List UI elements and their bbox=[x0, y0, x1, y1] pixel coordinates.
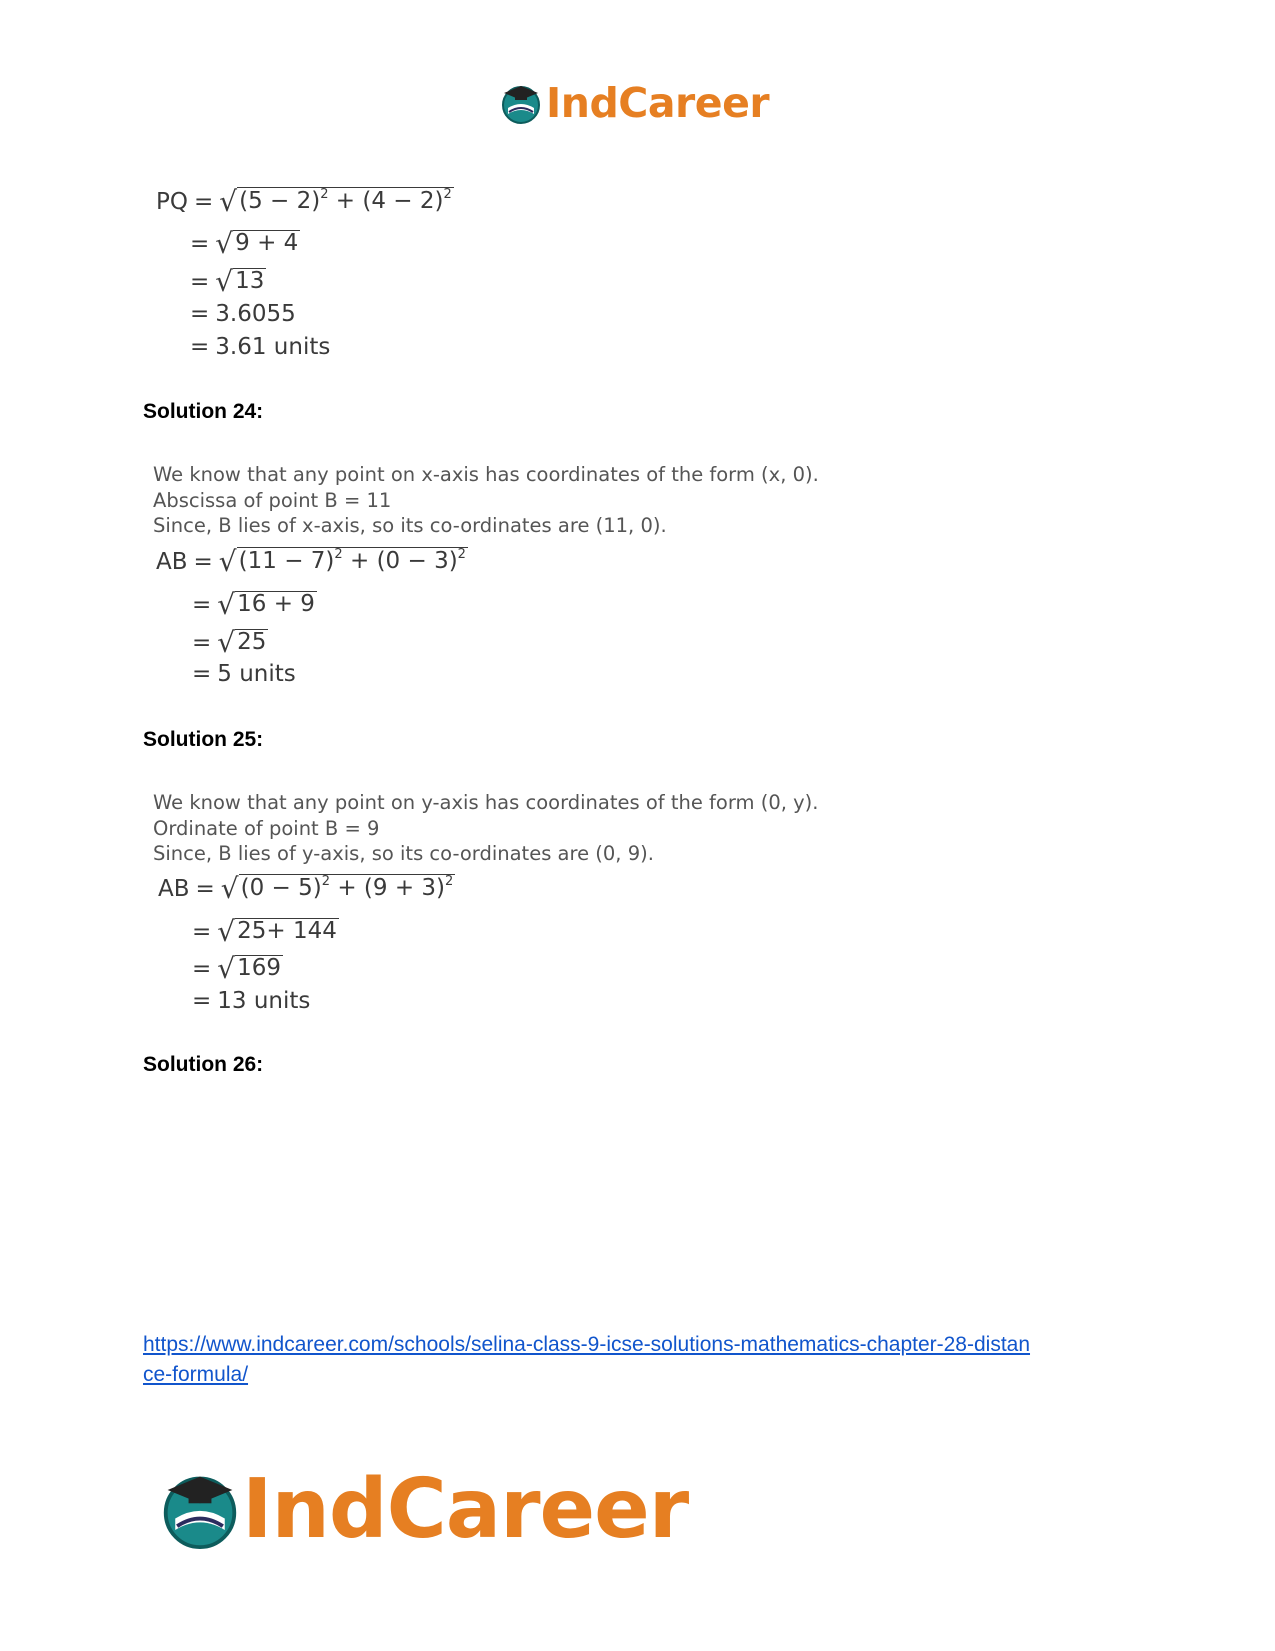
globe-graduation-cap-icon bbox=[160, 1469, 240, 1549]
math-line: PQ = √ $(5 - 2)^2 + (4 - 2)^2$ bbox=[156, 185, 452, 218]
math-line: = √ 9 + 4 bbox=[190, 227, 299, 260]
square-root: √ 25 bbox=[217, 626, 267, 659]
math-line: = 5 units bbox=[192, 661, 296, 687]
math-line: AB = √ $(11 - 7)^2 + (0 - 3)^2$ bbox=[156, 545, 466, 578]
square-root: √ 13 bbox=[215, 265, 265, 298]
globe-graduation-cap-icon bbox=[500, 82, 542, 124]
math-line: AB = √ $(0 - 5)^2 + (9 + 3)^2$ bbox=[158, 872, 454, 905]
solution-25-heading: Solution 25: bbox=[143, 728, 264, 751]
header-logo bbox=[500, 78, 769, 128]
math-line: = √ 25 bbox=[192, 626, 267, 659]
prose-line: We know that any point on y-axis has coordinates of the form (0, y). bbox=[153, 791, 819, 814]
math-line: = √ 25+ 144 bbox=[192, 915, 337, 948]
math-line: = √ 13 bbox=[190, 265, 265, 298]
square-root: √ 169 bbox=[217, 952, 282, 985]
square-root: √ 16 + 9 bbox=[217, 588, 315, 621]
square-root: √ 9 + 4 bbox=[215, 227, 299, 260]
square-root: √ $(5 - 2)^2 + (4 - 2)^2$ bbox=[219, 185, 452, 218]
solution-26-heading: Solution 26: bbox=[143, 1053, 264, 1076]
solution-24-heading: Solution 24: bbox=[143, 400, 264, 423]
prose-line: Abscissa of point B = 11 bbox=[153, 489, 392, 512]
square-root: √ 25+ 144 bbox=[217, 915, 337, 948]
prose-line: Since, B lies of y-axis, so its co-ordinates are (0, 9). bbox=[153, 842, 654, 865]
math-line: = 3.61 units bbox=[190, 334, 331, 360]
brand-wordmark: IndCareer bbox=[546, 79, 770, 127]
math-line: = 3.6055 bbox=[190, 301, 296, 327]
math-line: = √ 16 + 9 bbox=[192, 588, 315, 621]
prose-line: We know that any point on x-axis has coordinates of the form (x, 0). bbox=[153, 463, 819, 486]
prose-line: Since, B lies of x-axis, so its co-ordinates are (11, 0). bbox=[153, 514, 667, 537]
square-root: √ $(0 - 5)^2 + (9 + 3)^2$ bbox=[220, 872, 454, 905]
brand-wordmark: IndCareer bbox=[242, 1461, 689, 1557]
source-link-line-2[interactable]: ce-formula/ bbox=[143, 1363, 249, 1386]
math-line: = 13 units bbox=[192, 988, 311, 1014]
source-link-line-1[interactable]: https://www.indcareer.com/schools/selina-class-9-icse-solutions-mathematics-chapter-28-distan bbox=[143, 1333, 1031, 1356]
math-line: = √ 169 bbox=[192, 952, 282, 985]
prose-line: Ordinate of point B = 9 bbox=[153, 817, 380, 840]
footer-logo bbox=[160, 1461, 689, 1557]
source-link[interactable] bbox=[143, 1330, 1030, 1390]
square-root: √ $(11 - 7)^2 + (0 - 3)^2$ bbox=[218, 545, 466, 578]
